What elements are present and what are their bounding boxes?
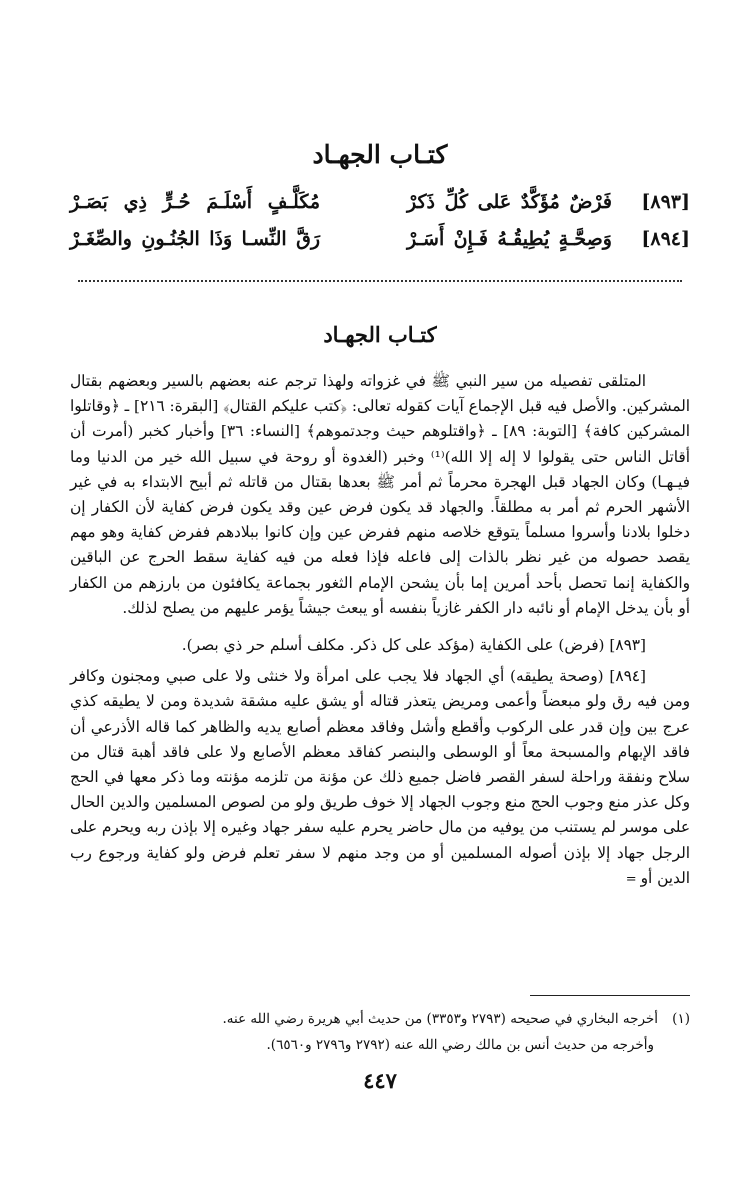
footnotes — [70, 1006, 690, 1058]
verse-hemistich-first: فَرْضٌ مُؤَكَّدٌ عَلى كُلِّ ذَكرْ — [407, 191, 612, 213]
dotted-divider — [78, 280, 682, 282]
footnote-1-continued — [70, 1032, 690, 1058]
footnote-text: وأخرجه من حديث أنس بن مالك رضي الله عنه (٢٧٩٢ و٢٧٩٦ و٦٥٦٠). — [266, 1037, 654, 1053]
footnote-divider — [530, 995, 690, 996]
book-page — [70, 0, 690, 1185]
verse-hemistich-second: رَقَّ النِّسـا وَذَا الجُنُـونِ والصِّغَـرْ — [70, 228, 320, 250]
page-number: ٤٤٧ — [363, 1068, 397, 1093]
footnote-1 — [70, 1006, 690, 1032]
intro-paragraph: المتلقى تفصيله من سير النبي ﷺ في غزواته ولهذا ترجم عنه بعضهم بالسير وبعضهم بقتال المشركين. والأصل فيه قبل الإجماع آيات كقوله تعالى: ﴿كتب عليكم القتال﴾ [البقرة: ٢١٦] ـ ﴿وقاتلوا المشركين كافة﴾ [التوبة: ٨٩] ـ ﴿واقتلوهم حيث وجدتموهم﴾ [النساء: ٣٦] وأخبار كخبر (أمرت أن أقاتل الناس حتى يقولوا لا إله إلا الله)⁽¹⁾ وخبر (الغدوة أو روحة في سبيل الله خير من الدنيا وما فيـهـا) وكان الجهاد قبل الهجرة محرماً ثم أمر ﷺ بعدها بقتال من قاتله ثم أبيح الابتداء به في غير الأشهر الحرم ثم أمر به مطلقاً. والجهاد قد يكون فرض عين وقد يكون فرض كفاية لأن الكفار إن دخلوا بلادنا وأسروا مسلماً يتوقع خلاصه منهم ففرض عين وإن كانوا ببلادهم ففرض كفاية وهو مهم يقصد حصوله من غير نظر بالذات إلى فاعله فإذا فعله من فيه كفاية سقط الحرج عن الباقين والكفاية إنما تحصل بأحد أمرين إما بأن يشحن الإمام الثغور بجماعة يكافئون من بارزهم من الكفار أو بأن يدخل الإمام أو نائبه دار الكفر غازياً بنفسه أو يبعث جيشاً يؤمر عليهم من يصلح لذلك. — [70, 372, 690, 617]
verse-hemistich-first: وَصِحَّـةٍ يُطِيقُـهُ فَـإِنْ أَسَـرْ — [407, 228, 612, 250]
chapter-title: كتـاب الجهـاد — [312, 140, 448, 169]
section-title: كتـاب الجهـاد — [323, 322, 437, 347]
commentary-body — [70, 369, 690, 892]
verse-hemistich-second: مُكَلَّـفٍ أَسْلَـمَ حُـرٍّ ذِي بَصَـرْ — [70, 191, 320, 213]
commentary-893: [٨٩٣] (فرض) على الكفاية (مؤكد على كل ذكر. مكلف أسلم حر ذي بصر). — [181, 636, 646, 655]
commentary-894-text: [٨٩٤] (وصحة يطيقه) أي الجهاد فلا يجب على امرأة ولا خنثى ولا على صبي ومجنون وكافر ومن فيه رق ولو مبعضاً وأعمى ومريض يتعذر قتاله أو يشق عليه مشقة شديدة ومن لا يطيقه كذي عرج بين وإن قدر على الركوب وأقطع وأشل وفاقد معظم أصابع يديه والظاهر كما قاله الأذرعي أن فاقد الإبهام والمسبحة معاً أو الوسطى والبنصر كفاقد معظم الأصابع ولا على فاقد أهبة قتال من سلاح ونفقة وراحلة لسفر القصر فاضل جميع ذلك عن مؤنة من تلزمه مؤنته وما ذكر معها في الحج وكل عذر منع وجوب الحج منع وجوب الجهاد إلا خوف طريق ولو من لصوص المسلمين والدين الحال على موسر لم يستنب من يوفيه من مال حاضر يحرم عليه سفر جهاد وغيره إلا بإذن ربه ويحرم على الرجل جهاد إلا بإذن أصوله المسلمين أو من وجد منهم لا سفر تعلم فرض ولو كفاية ورجوع رب الدين أو — [70, 667, 690, 887]
verse-number: [٨٩٣] — [641, 191, 690, 213]
footnote-number: (١) — [672, 1011, 690, 1027]
footnote-text: أخرجه البخاري في صحيحه (٢٧٩٣ و٣٣٥٣) من حديث أبي هريرة رضي الله عنه. — [222, 1011, 658, 1027]
commentary-894 — [70, 664, 690, 892]
continuation-mark: = — [625, 871, 637, 887]
verse-number: [٨٩٤] — [641, 228, 690, 250]
